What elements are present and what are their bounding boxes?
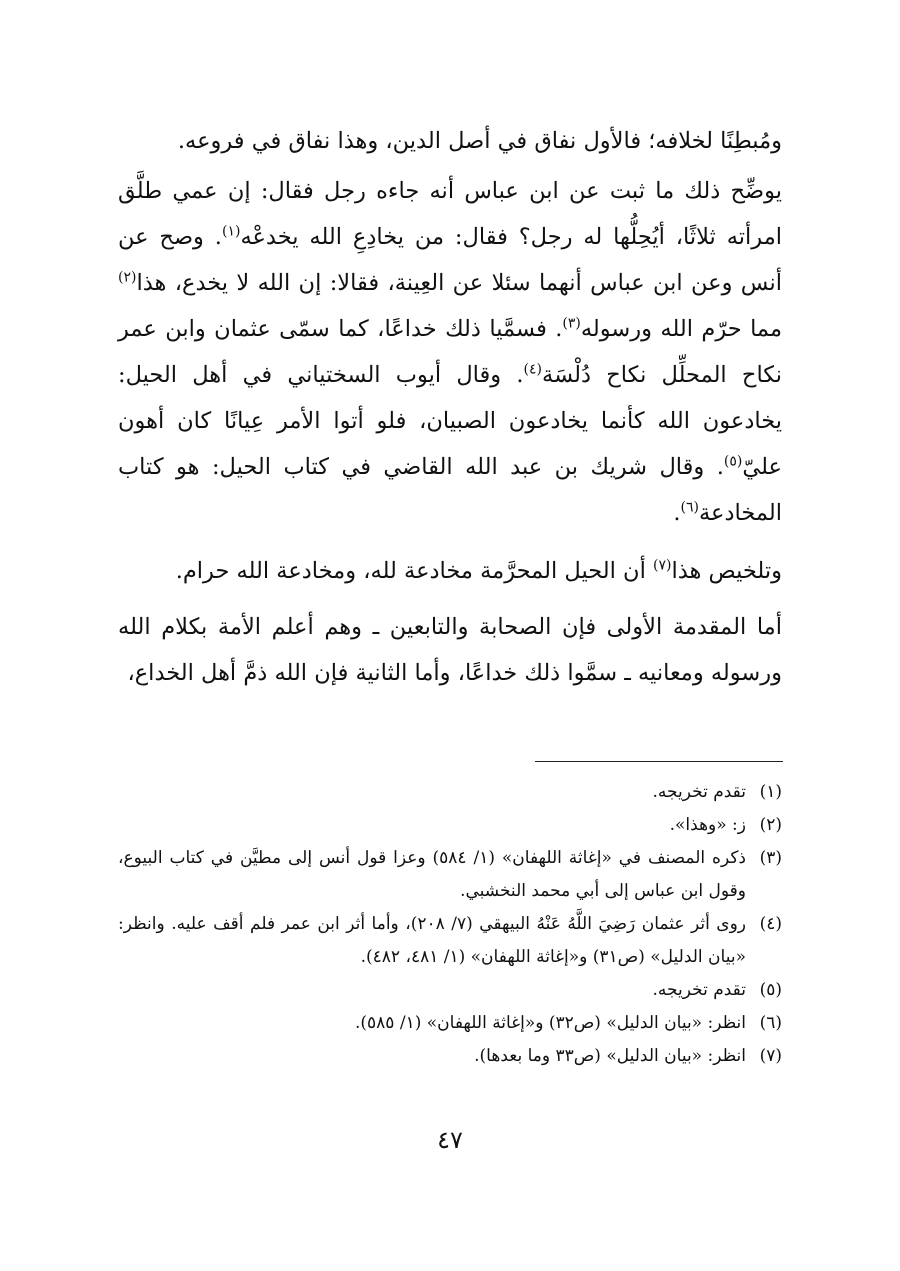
footnote-ref-5: (٥) xyxy=(723,453,743,470)
paragraph-2-text-1: يوضِّح ذلك ما ثبت عن ابن عباس أنه جاءه رجل فقال: إن عمي طلَّق امرأته ثلاثًا، أيُحِلُّها له رجل؟ فقال: من يخادِعِ الله يخدعْه xyxy=(118,178,782,250)
footnote-ref-1: (١) xyxy=(221,223,241,240)
footnote-text: تقدم تخريجه. xyxy=(652,782,746,802)
footnote-text: تقدم تخريجه. xyxy=(652,980,746,1000)
footnote-item xyxy=(118,842,782,908)
footnote-ref-3: (٣) xyxy=(562,315,581,332)
footnote-ref-2: (٢) xyxy=(118,269,137,286)
footnote-item xyxy=(118,776,782,809)
footnote-ref-7: (٧) xyxy=(652,557,672,574)
footnote-item xyxy=(118,1040,782,1073)
footnote-number: (٢) xyxy=(759,815,782,835)
footnote-number: (٥) xyxy=(759,980,782,1000)
paragraph-1: ومُبطِنًا لخلافه؛ فالأول نفاق في أصل الدين، وهذا نفاق في فروعه. xyxy=(177,128,782,154)
footnote-ref-4: (٤) xyxy=(523,361,543,378)
footnote-text: انظر: «بيان الدليل» (ص٣٣ وما بعدها). xyxy=(474,1046,746,1066)
footnotes xyxy=(118,776,782,1073)
paragraph-3 xyxy=(118,548,782,594)
footnote-number: (٤) xyxy=(759,914,782,934)
paragraph-2-text-5: . وقال أيوب السختياني في أهل الحيل: يخادعون الله كأنما يخادعون الصبيان، فلو أتوا الأمر عِيانًا كان أهون عليّ xyxy=(118,362,782,480)
page-number: ٤٧ xyxy=(437,1126,463,1154)
footnote-text: ز: «وهذا». xyxy=(669,815,746,835)
footnote-number: (٧) xyxy=(759,1046,782,1066)
paragraph-2-text-2: . وصح عن أنس وعن ابن عباس أنهما سئلا عن العِينة، فقالا: إن الله لا يخدع، هذا xyxy=(118,224,782,296)
paragraph-2-text-7: . xyxy=(673,500,681,526)
footnote-number: (٣) xyxy=(759,848,782,868)
main-text xyxy=(118,118,782,696)
paragraph-3-text-2: أن الحيل المحرَّمة مخادعة لله، ومخادعة الله حرام. xyxy=(175,558,653,584)
footnote-text: روى أثر عثمان رَضِيَ اللَّهُ عَنْهُ البيهقي (٧/ ٢٠٨)، وأما أثر ابن عمر فلم أقف عليه. وانظر: «بيان الدليل» (ص٣١) و«إغاثة اللهفان» (١/ ٤٨١، ٤٨٢). xyxy=(118,914,746,967)
paragraph-2-text-6: . وقال شريك بن عبد الله القاضي في كتاب الحيل: هو كتاب المخادعة xyxy=(118,454,782,526)
footnote-item xyxy=(118,809,782,842)
paragraph-4: أما المقدمة الأولى فإن الصحابة والتابعين ـ وهم أعلم الأمة بكلام الله ورسوله ومعانيه ـ سمَّوا ذلك خداعًا، وأما الثانية فإن الله ذمَّ أهل الخداع، xyxy=(118,614,782,686)
paragraph-3-text-1: وتلخيص هذا xyxy=(671,558,782,584)
footnote-text: انظر: «بيان الدليل» (ص٣٢) و«إغاثة اللهفان» (١/ ٥٨٥). xyxy=(354,1013,746,1033)
footnote-number: (٦) xyxy=(759,1013,782,1033)
footnote-text: ذكره المصنف في «إغاثة اللهفان» (١/ ٥٨٤) وعزا قول أنس إلى مطيَّن في كتاب البيوع، وقول ابن عباس إلى أبي محمد النخشبي. xyxy=(118,848,746,901)
footnote-item xyxy=(118,908,782,974)
footnote-separator xyxy=(535,761,783,762)
footnote-item xyxy=(118,974,782,1007)
paragraph-2-text-4: . فسمَّيا ذلك خداعًا، كما سمّى عثمان وابن عمر نكاح المحلِّل نكاح دُلْسَة xyxy=(118,316,782,388)
paragraph-2 xyxy=(118,168,782,536)
footnote-ref-6: (٦) xyxy=(680,499,699,516)
paragraph-2-text-3: مما حرّم الله ورسوله xyxy=(580,316,782,342)
footnote-item xyxy=(118,1007,782,1040)
footnote-number: (١) xyxy=(759,782,782,802)
